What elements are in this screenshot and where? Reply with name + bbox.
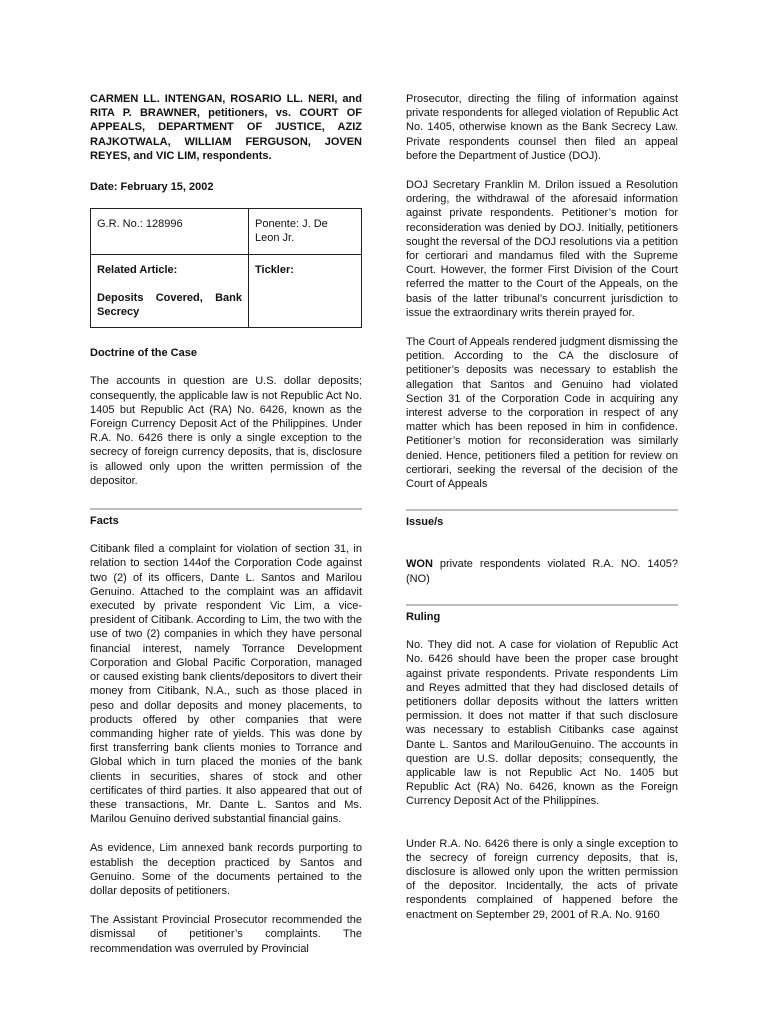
facts-paragraph-3: The Assistant Provincial Prosecutor recommended the dismissal of petitioner’s complaints. The recommendation was overruled by Provincial (90, 914, 362, 955)
ponente-cell: Ponente: J. De Leon Jr. (249, 209, 362, 254)
tickler-cell (249, 254, 362, 328)
case-info-table (90, 208, 362, 328)
issues-body (406, 557, 678, 585)
doctrine-heading: Doctrine of the Case (90, 347, 197, 360)
facts-paragraph-2: As evidence, Lim annexed bank records purporting to establish the deception practiced by Santos and Genuino. Some of the documents pertained to the dollar deposits of petitioners. (90, 842, 362, 897)
issues-heading: Issue/s (406, 516, 444, 529)
gr-number-cell: G.R. No.: 128996 (91, 209, 249, 254)
tickler-label: Tickler: (255, 263, 294, 276)
ruling-heading: Ruling (406, 610, 441, 623)
ruling-paragraph-2: Under R.A. No. 6426 there is only a single exception to the secrecy of foreign currency deposits, that is, disclosure is allowed only upon the written permission of the depositor. Incidentally, the acts of private respondents complained of happened before the enactment on September 29, 2001 of R.A. No. 9160 (406, 837, 678, 921)
facts-continued-paragraph-2: DOJ Secretary Franklin M. Drilon issued a Resolution ordering, the withdrawal of the aforesaid information against private respondents. Petitioner’s motion for reconsideration was denied by DOJ. Initially, petitioners sought the reversal of the DOJ resolutions via a petition for certiorari and mandamus filed with the Supreme Court. However, the former First Division of the Court referred the matter to the Court of the Appeals, on the basis of the latter tribunal’s concurrent jurisdiction to issue the extraordinary writs therein prayed for. (406, 179, 678, 319)
left-column (90, 92, 362, 956)
facts-heading: Facts (90, 515, 119, 528)
right-column (406, 92, 678, 922)
facts-continued-paragraph-3: The Court of Appeals rendered judgment dismissing the petition. According to the CA the disclosure of petitioner’s deposits was necessary to establish the allegation that Santos and Genuino had violated Section 31 of the Corporation Code in acquiring any interest adverse to the corporation in respect of any matter which has been reposed in him in confidence. Petitioner’s motion for reconsideration was similarly denied. Hence, petitioners filed a petition for review on certiorari, seeking the reversal of the decision of the Court of Appeals (406, 336, 678, 491)
issue-text: private respondents violated R.A. NO. 1405? (NO) (406, 558, 678, 585)
doctrine-body: The accounts in question are U.S. dollar deposits; consequently, the applicable law is not Republic Act No. 1405 but Republic Act (RA) No. 6426, known as the Foreign Currency Deposit Act of the Philippines. Under R.A. No. 6426 there is only a single exception to the secrecy of foreign currency deposits, that is, disclosure is allowed only upon the written permission of the depositor. (90, 375, 362, 487)
case-date: Date: February 15, 2002 (90, 181, 214, 194)
facts-continued-paragraph-1: Prosecutor, directing the filing of information against private respondents for alleged violation of Republic Act No. 1405, otherwise known as the Bank Secrecy Law. Private respondents counsel then filed an appeal before the Department of Justice (DOJ). (406, 93, 678, 162)
related-article-cell (91, 254, 249, 328)
facts-paragraph-1: Citibank filed a complaint for violation of section 31, in relation to section 144of the Corporation Code against two (2) of its officers, Dante L. Santos and Marilou Genuino. Attached to the complaint was an affidavit executed by private respondent Vic Lim, a vice-president of Citibank. According to Lim, the two with the use of two (2) companies in which they have personal financial interest, namely Torrance Development Corporation and Global Pacific Corporation, managed or caused existing bank clients/depositors to divert their money from Citibank, N.A., such as those placed in peso and dollar deposits and money placements, to products offered by other companies that were commanding higher rate of yields. This was done by first transferring bank clients monies to Torrance and Global which in turn placed the monies of the bank clients in securities, shares of stock and other certificates of third parties. It also appeared that out of these transactions, Mr. Dante L. Santos and Ms. Marilou Genuino derived substantial financial gains. (90, 543, 362, 826)
ruling-paragraph-1: No. They did not. A case for violation of Republic Act No. 6426 should have been the proper case brought against private respondents. Private respondents Lim and Reyes admitted that they had disclosed details of petitioners dollar deposits without the latters written permission. It does not matter if that such disclosure was necessary to establish Citibanks case against Dante L. Santos and MarilouGenuino. The accounts in question are U.S. dollar deposits; consequently, the applicable law is not Republic Act No. 1405 but Republic Act (RA) No. 6426, known as the Foreign Currency Deposit Act of the Philippines. (406, 639, 678, 808)
related-article-value: Deposits Covered, Bank Secrecy (97, 291, 242, 319)
related-article-label: Related Article: (97, 263, 178, 276)
case-title: CARMEN LL. INTENGAN, ROSARIO LL. NERI, and RITA P. BRAWNER, petitioners, vs. COURT OF APPEALS, DEPARTMENT OF JUSTICE, AZIZ RAJKOTWALA, WILLIAM FERGUSON, JOVEN REYES, and VIC LIM, respondents. (90, 93, 362, 162)
won-label: WON (406, 558, 433, 571)
